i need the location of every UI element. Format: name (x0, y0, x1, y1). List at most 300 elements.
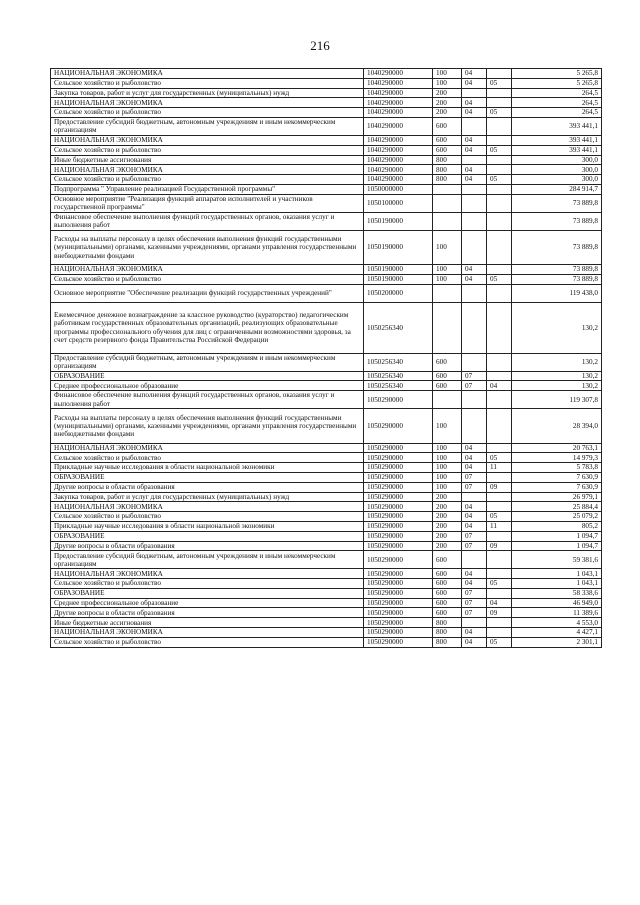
table-row (51, 117, 602, 135)
row-name-cell: Подпрограмма " Управление реализацией Государственной программы" (51, 184, 364, 194)
row-name-cell: Закупка товаров, работ и услуг для государственных (муниципальных) нужд (51, 88, 364, 98)
row-expense-type-cell: 800 (433, 165, 462, 175)
row-target-code-cell: 1050290000 (364, 472, 433, 482)
row-amount-cell: 73 889,8 (512, 194, 602, 212)
row-target-code-cell: 1050290000 (364, 482, 433, 492)
table-row (51, 551, 602, 569)
row-section-cell (462, 155, 487, 165)
row-expense-type-cell (433, 391, 462, 409)
row-amount-cell: 264,5 (512, 108, 602, 118)
row-target-code-cell: 1050256340 (364, 371, 433, 381)
row-amount-cell: 4 553,0 (512, 618, 602, 628)
row-target-code-cell: 1050290000 (364, 608, 433, 618)
row-name-cell: ОБРАЗОВАНИЕ (51, 472, 364, 482)
row-subsection-cell (487, 165, 512, 175)
row-target-code-cell: 1050290000 (364, 637, 433, 647)
table-row (51, 69, 602, 79)
row-target-code-cell: 1050290000 (364, 541, 433, 551)
row-subsection-cell: 11 (487, 463, 512, 473)
row-section-cell (462, 492, 487, 502)
row-section-cell: 04 (462, 502, 487, 512)
row-amount-cell: 1 094,7 (512, 531, 602, 541)
row-amount-cell: 393 441,1 (512, 145, 602, 155)
row-name-cell: Основное мероприятие "Обеспечение реализации функций государственных учреждений" (51, 284, 364, 302)
row-amount-cell: 300,0 (512, 155, 602, 165)
row-subsection-cell (487, 531, 512, 541)
row-section-cell (462, 184, 487, 194)
row-target-code-cell: 1050290000 (364, 628, 433, 638)
row-amount-cell: 264,5 (512, 88, 602, 98)
table-row (51, 443, 602, 453)
row-name-cell: Другие вопросы в области образования (51, 541, 364, 551)
row-section-cell: 07 (462, 541, 487, 551)
row-subsection-cell (487, 443, 512, 453)
row-target-code-cell: 1050256340 (364, 302, 433, 353)
row-amount-cell: 26 979,1 (512, 492, 602, 502)
row-name-cell: Среднее профессиональное образование (51, 598, 364, 608)
row-amount-cell: 11 389,6 (512, 608, 602, 618)
row-target-code-cell: 1050290000 (364, 521, 433, 531)
row-amount-cell: 300,0 (512, 175, 602, 185)
row-section-cell (462, 353, 487, 371)
table-row (51, 482, 602, 492)
row-name-cell: Сельское хозяйство и рыболовство (51, 78, 364, 88)
row-section-cell (462, 409, 487, 443)
row-name-cell: Сельское хозяйство и рыболовство (51, 274, 364, 284)
row-subsection-cell: 05 (487, 512, 512, 522)
row-amount-cell: 7 630,9 (512, 482, 602, 492)
row-name-cell: НАЦИОНАЛЬНАЯ ЭКОНОМИКА (51, 569, 364, 579)
row-name-cell: НАЦИОНАЛЬНАЯ ЭКОНОМИКА (51, 98, 364, 108)
row-amount-cell: 73 889,8 (512, 212, 602, 230)
row-section-cell (462, 302, 487, 353)
page-number: 216 (310, 38, 330, 53)
table-row (51, 274, 602, 284)
row-name-cell: НАЦИОНАЛЬНАЯ ЭКОНОМИКА (51, 265, 364, 275)
row-expense-type-cell: 200 (433, 88, 462, 98)
row-name-cell: Сельское хозяйство и рыболовство (51, 637, 364, 647)
row-expense-type-cell: 800 (433, 637, 462, 647)
table-row (51, 618, 602, 628)
row-expense-type-cell: 600 (433, 381, 462, 391)
budget-table-body (51, 69, 602, 648)
table-row (51, 541, 602, 551)
row-name-cell: Финансовое обеспечение выполнения функций государственных органов, оказания услуг и выполнения работ (51, 212, 364, 230)
row-expense-type-cell: 100 (433, 265, 462, 275)
row-subsection-cell (487, 618, 512, 628)
row-amount-cell: 73 889,8 (512, 230, 602, 264)
table-row (51, 409, 602, 443)
row-section-cell: 04 (462, 453, 487, 463)
row-target-code-cell: 1040290000 (364, 98, 433, 108)
table-row (51, 381, 602, 391)
row-expense-type-cell (433, 184, 462, 194)
row-subsection-cell (487, 551, 512, 569)
row-name-cell: ОБРАЗОВАНИЕ (51, 588, 364, 598)
row-target-code-cell: 1050290000 (364, 569, 433, 579)
row-amount-cell: 25 079,2 (512, 512, 602, 522)
row-name-cell: ОБРАЗОВАНИЕ (51, 531, 364, 541)
row-name-cell: НАЦИОНАЛЬНАЯ ЭКОНОМИКА (51, 135, 364, 145)
row-amount-cell: 25 884,4 (512, 502, 602, 512)
table-row (51, 472, 602, 482)
row-name-cell: Сельское хозяйство и рыболовство (51, 175, 364, 185)
row-subsection-cell (487, 135, 512, 145)
row-target-code-cell: 1050190000 (364, 212, 433, 230)
row-name-cell: НАЦИОНАЛЬНАЯ ЭКОНОМИКА (51, 443, 364, 453)
row-subsection-cell: 05 (487, 175, 512, 185)
table-row (51, 108, 602, 118)
row-target-code-cell: 1050290000 (364, 598, 433, 608)
table-row (51, 521, 602, 531)
table-row (51, 512, 602, 522)
row-section-cell: 04 (462, 265, 487, 275)
row-name-cell: Сельское хозяйство и рыболовство (51, 512, 364, 522)
table-row (51, 628, 602, 638)
budget-table (50, 68, 602, 648)
row-expense-type-cell: 600 (433, 579, 462, 589)
row-name-cell: Предоставление субсидий бюджетным, автономным учреждениям и иным некоммерческим организациям (51, 353, 364, 371)
row-target-code-cell: 1050000000 (364, 184, 433, 194)
table-row (51, 212, 602, 230)
row-name-cell: Предоставление субсидий бюджетным, автономным учреждениям и иным некоммерческим организациям (51, 551, 364, 569)
row-section-cell: 04 (462, 569, 487, 579)
row-target-code-cell: 1040290000 (364, 155, 433, 165)
row-expense-type-cell: 200 (433, 502, 462, 512)
row-target-code-cell: 1040290000 (364, 135, 433, 145)
row-amount-cell: 130,2 (512, 302, 602, 353)
row-amount-cell: 14 979,3 (512, 453, 602, 463)
row-subsection-cell (487, 155, 512, 165)
row-section-cell: 07 (462, 588, 487, 598)
row-amount-cell: 1 094,7 (512, 541, 602, 551)
table-row (51, 453, 602, 463)
row-subsection-cell (487, 117, 512, 135)
row-target-code-cell: 1050190000 (364, 265, 433, 275)
row-expense-type-cell: 100 (433, 69, 462, 79)
row-amount-cell: 393 441,1 (512, 117, 602, 135)
row-subsection-cell: 05 (487, 78, 512, 88)
table-row (51, 165, 602, 175)
row-target-code-cell: 1050290000 (364, 502, 433, 512)
row-section-cell (462, 618, 487, 628)
row-expense-type-cell: 100 (433, 472, 462, 482)
row-amount-cell: 5 265,8 (512, 69, 602, 79)
row-subsection-cell (487, 472, 512, 482)
row-section-cell: 07 (462, 482, 487, 492)
row-target-code-cell: 1050290000 (364, 579, 433, 589)
row-target-code-cell: 1050290000 (364, 409, 433, 443)
row-expense-type-cell: 800 (433, 175, 462, 185)
row-target-code-cell: 1050290000 (364, 453, 433, 463)
row-section-cell (462, 117, 487, 135)
row-target-code-cell: 1040290000 (364, 69, 433, 79)
table-row (51, 145, 602, 155)
table-row (51, 579, 602, 589)
row-section-cell: 04 (462, 628, 487, 638)
row-name-cell: Расходы на выплаты персоналу в целях обеспечения выполнения функций государственными (муниципальными) органами, казенными учреждениями, органами управления государственными внебюджетными фондами (51, 409, 364, 443)
table-row (51, 265, 602, 275)
row-expense-type-cell: 600 (433, 117, 462, 135)
table-row (51, 391, 602, 409)
row-name-cell: Расходы на выплаты персоналу в целях обеспечения выполнения функций государственными (муниципальными) органами, казенными учреждениями, органами управления государственными внебюджетными фондами (51, 230, 364, 264)
row-name-cell: НАЦИОНАЛЬНАЯ ЭКОНОМИКА (51, 502, 364, 512)
row-name-cell: НАЦИОНАЛЬНАЯ ЭКОНОМИКА (51, 628, 364, 638)
row-expense-type-cell: 100 (433, 453, 462, 463)
row-amount-cell: 1 043,1 (512, 569, 602, 579)
row-expense-type-cell: 100 (433, 409, 462, 443)
row-subsection-cell (487, 69, 512, 79)
row-subsection-cell (487, 588, 512, 598)
table-row (51, 588, 602, 598)
row-amount-cell: 2 301,1 (512, 637, 602, 647)
row-name-cell: Другие вопросы в области образования (51, 608, 364, 618)
row-expense-type-cell: 600 (433, 145, 462, 155)
row-target-code-cell: 1050290000 (364, 492, 433, 502)
row-amount-cell: 28 394,0 (512, 409, 602, 443)
row-name-cell: Ежемесячное денежное вознаграждение за классное руководство (кураторство) педагогическим работникам государственных образовательных организаций, реализующих образовательные программы профессионального обучения для лиц с ограниченными возможностями здоровья, за счет средств резервного фонда Правительства Российской Федерации (51, 302, 364, 353)
row-subsection-cell: 05 (487, 637, 512, 647)
row-section-cell: 07 (462, 608, 487, 618)
row-subsection-cell: 05 (487, 453, 512, 463)
row-expense-type-cell: 600 (433, 608, 462, 618)
row-subsection-cell (487, 230, 512, 264)
row-target-code-cell: 1040290000 (364, 117, 433, 135)
row-name-cell: ОБРАЗОВАНИЕ (51, 371, 364, 381)
row-amount-cell: 393 441,1 (512, 135, 602, 145)
row-subsection-cell: 05 (487, 108, 512, 118)
row-amount-cell: 58 338,6 (512, 588, 602, 598)
row-section-cell: 04 (462, 108, 487, 118)
table-row (51, 598, 602, 608)
row-name-cell: Основное мероприятие "Реализация функций аппаратов исполнителей и участников государственной программы" (51, 194, 364, 212)
row-name-cell: Прикладные научные исследования в области национальной экономики (51, 521, 364, 531)
row-name-cell: Финансовое обеспечение выполнения функций государственных органов, оказания услуг и выполнения работ (51, 391, 364, 409)
row-target-code-cell: 1050290000 (364, 512, 433, 522)
table-row (51, 230, 602, 264)
row-expense-type-cell (433, 212, 462, 230)
row-amount-cell: 73 889,8 (512, 265, 602, 275)
table-row (51, 194, 602, 212)
row-expense-type-cell: 200 (433, 531, 462, 541)
table-row (51, 88, 602, 98)
row-expense-type-cell: 800 (433, 155, 462, 165)
row-section-cell: 04 (462, 175, 487, 185)
table-row (51, 353, 602, 371)
row-expense-type-cell: 200 (433, 541, 462, 551)
row-target-code-cell: 1040290000 (364, 165, 433, 175)
row-subsection-cell (487, 184, 512, 194)
row-subsection-cell (487, 88, 512, 98)
table-row (51, 302, 602, 353)
row-section-cell: 04 (462, 463, 487, 473)
row-target-code-cell: 1050190000 (364, 274, 433, 284)
row-expense-type-cell: 600 (433, 353, 462, 371)
row-section-cell (462, 88, 487, 98)
row-expense-type-cell: 800 (433, 628, 462, 638)
row-expense-type-cell (433, 302, 462, 353)
row-amount-cell: 46 949,0 (512, 598, 602, 608)
row-subsection-cell: 09 (487, 608, 512, 618)
row-amount-cell: 20 763,1 (512, 443, 602, 453)
row-section-cell: 04 (462, 69, 487, 79)
row-target-code-cell: 1050290000 (364, 443, 433, 453)
row-section-cell: 04 (462, 637, 487, 647)
row-amount-cell: 7 630,9 (512, 472, 602, 482)
row-subsection-cell (487, 628, 512, 638)
row-name-cell: Сельское хозяйство и рыболовство (51, 145, 364, 155)
row-expense-type-cell: 600 (433, 371, 462, 381)
row-subsection-cell (487, 492, 512, 502)
row-subsection-cell (487, 371, 512, 381)
row-target-code-cell: 1050290000 (364, 391, 433, 409)
row-name-cell: НАЦИОНАЛЬНАЯ ЭКОНОМИКА (51, 69, 364, 79)
row-expense-type-cell (433, 194, 462, 212)
row-expense-type-cell: 100 (433, 230, 462, 264)
row-subsection-cell (487, 353, 512, 371)
row-subsection-cell (487, 391, 512, 409)
table-row (51, 155, 602, 165)
row-expense-type-cell: 600 (433, 569, 462, 579)
row-section-cell: 04 (462, 98, 487, 108)
row-expense-type-cell (433, 284, 462, 302)
row-amount-cell: 805,2 (512, 521, 602, 531)
row-amount-cell: 73 889,8 (512, 274, 602, 284)
row-subsection-cell: 09 (487, 541, 512, 551)
table-row (51, 135, 602, 145)
row-section-cell (462, 230, 487, 264)
row-expense-type-cell: 100 (433, 274, 462, 284)
row-expense-type-cell: 200 (433, 512, 462, 522)
table-row (51, 371, 602, 381)
row-subsection-cell: 04 (487, 598, 512, 608)
row-name-cell: Сельское хозяйство и рыболовство (51, 108, 364, 118)
row-target-code-cell: 1050100000 (364, 194, 433, 212)
row-subsection-cell: 05 (487, 145, 512, 155)
row-amount-cell: 284 914,7 (512, 184, 602, 194)
row-subsection-cell: 09 (487, 482, 512, 492)
row-section-cell: 07 (462, 472, 487, 482)
row-section-cell: 04 (462, 274, 487, 284)
row-target-code-cell: 1050290000 (364, 588, 433, 598)
row-name-cell: Другие вопросы в области образования (51, 482, 364, 492)
row-target-code-cell: 1050290000 (364, 531, 433, 541)
row-subsection-cell: 05 (487, 274, 512, 284)
row-name-cell: Среднее профессиональное образование (51, 381, 364, 391)
row-name-cell: Закупка товаров, работ и услуг для государственных (муниципальных) нужд (51, 492, 364, 502)
row-amount-cell: 130,2 (512, 371, 602, 381)
row-amount-cell: 119 307,8 (512, 391, 602, 409)
row-amount-cell: 300,0 (512, 165, 602, 175)
row-subsection-cell (487, 265, 512, 275)
table-row (51, 569, 602, 579)
row-expense-type-cell: 600 (433, 135, 462, 145)
row-target-code-cell: 1050290000 (364, 551, 433, 569)
row-target-code-cell: 1040290000 (364, 78, 433, 88)
row-target-code-cell: 1040290000 (364, 88, 433, 98)
row-section-cell: 07 (462, 598, 487, 608)
row-subsection-cell: 05 (487, 579, 512, 589)
row-section-cell (462, 194, 487, 212)
row-expense-type-cell: 200 (433, 108, 462, 118)
row-section-cell (462, 212, 487, 230)
row-expense-type-cell: 200 (433, 521, 462, 531)
row-subsection-cell (487, 302, 512, 353)
row-amount-cell: 130,2 (512, 353, 602, 371)
row-expense-type-cell: 100 (433, 463, 462, 473)
table-row (51, 184, 602, 194)
row-expense-type-cell: 100 (433, 482, 462, 492)
row-subsection-cell (487, 194, 512, 212)
row-expense-type-cell: 100 (433, 78, 462, 88)
row-expense-type-cell: 200 (433, 492, 462, 502)
table-row (51, 502, 602, 512)
row-expense-type-cell: 600 (433, 588, 462, 598)
table-row (51, 78, 602, 88)
row-section-cell: 04 (462, 521, 487, 531)
row-name-cell: Прикладные научные исследования в области национальной экономики (51, 463, 364, 473)
row-section-cell: 04 (462, 145, 487, 155)
row-subsection-cell (487, 502, 512, 512)
table-row (51, 637, 602, 647)
table-row (51, 463, 602, 473)
table-row (51, 492, 602, 502)
table-row (51, 175, 602, 185)
table-row (51, 531, 602, 541)
row-section-cell: 04 (462, 579, 487, 589)
row-subsection-cell: 11 (487, 521, 512, 531)
row-name-cell: Иные бюджетные ассигнования (51, 155, 364, 165)
row-name-cell: Сельское хозяйство и рыболовство (51, 453, 364, 463)
row-section-cell: 04 (462, 443, 487, 453)
row-section-cell: 07 (462, 371, 487, 381)
row-target-code-cell: 1050290000 (364, 618, 433, 628)
row-target-code-cell: 1040290000 (364, 145, 433, 155)
row-expense-type-cell: 800 (433, 618, 462, 628)
row-amount-cell: 130,2 (512, 381, 602, 391)
row-section-cell: 07 (462, 381, 487, 391)
row-section-cell (462, 551, 487, 569)
row-target-code-cell: 1050290000 (364, 463, 433, 473)
row-subsection-cell (487, 284, 512, 302)
row-target-code-cell: 1040290000 (364, 175, 433, 185)
row-name-cell: Предоставление субсидий бюджетным, автономным учреждениям и иным некоммерческим организациям (51, 117, 364, 135)
row-target-code-cell: 1040290000 (364, 108, 433, 118)
row-name-cell: НАЦИОНАЛЬНАЯ ЭКОНОМИКА (51, 165, 364, 175)
row-subsection-cell (487, 212, 512, 230)
row-subsection-cell (487, 98, 512, 108)
row-subsection-cell: 04 (487, 381, 512, 391)
row-subsection-cell (487, 569, 512, 579)
row-section-cell (462, 391, 487, 409)
row-amount-cell: 59 381,6 (512, 551, 602, 569)
row-target-code-cell: 1050200000 (364, 284, 433, 302)
row-amount-cell: 4 427,1 (512, 628, 602, 638)
row-target-code-cell: 1050256340 (364, 381, 433, 391)
row-target-code-cell: 1050190000 (364, 230, 433, 264)
row-expense-type-cell: 200 (433, 98, 462, 108)
row-subsection-cell (487, 409, 512, 443)
row-section-cell: 07 (462, 531, 487, 541)
table-row (51, 284, 602, 302)
row-expense-type-cell: 100 (433, 443, 462, 453)
row-section-cell: 04 (462, 78, 487, 88)
row-section-cell: 04 (462, 165, 487, 175)
row-amount-cell: 5 265,8 (512, 78, 602, 88)
row-amount-cell: 119 438,0 (512, 284, 602, 302)
row-name-cell: Сельское хозяйство и рыболовство (51, 579, 364, 589)
row-amount-cell: 1 043,1 (512, 579, 602, 589)
